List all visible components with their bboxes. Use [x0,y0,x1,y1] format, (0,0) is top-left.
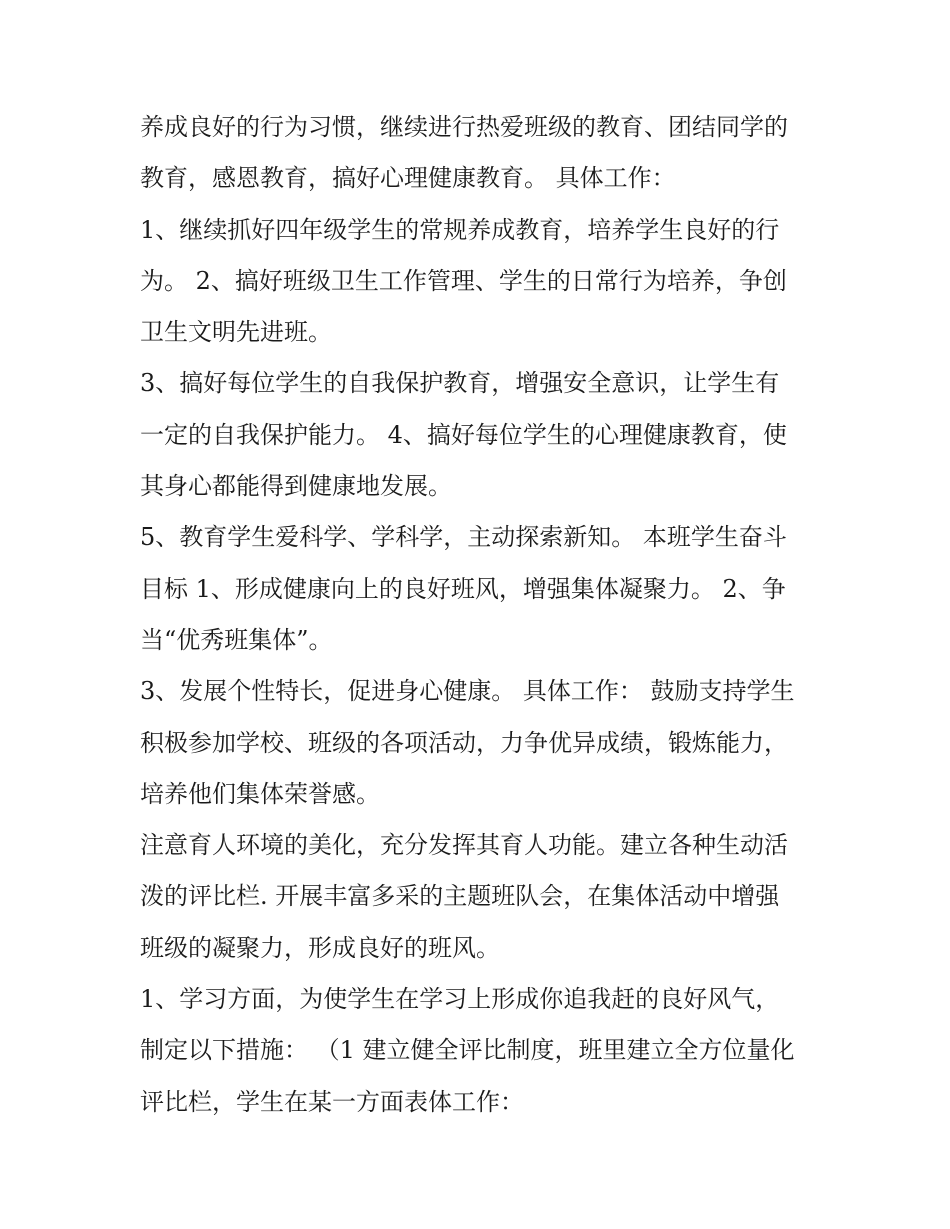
text-line: 制定以下措施： （1 建立健全评比制度，班里建立全方位量化 [140,1036,795,1065]
text-line: 注意育人环境的美化，充分发挥其育人功能。建立各种生动活 [140,831,788,860]
text-line: 班级的凝聚力，形成良好的班风。 [140,933,500,962]
text-line: 评比栏，学生在某一方面表体工作： [140,1087,524,1116]
paragraph-7 [140,974,830,1128]
text-line: 3、发展个性特长，促进身心健康。 具体工作： 鼓励支持学生 [140,677,795,706]
text-line: 培养他们集体荣誉感。 [140,779,380,808]
text-line: 泼的评比栏. 开展丰富多采的主题班队会，在集体活动中增强 [140,882,780,911]
paragraph-6 [140,820,830,974]
text-line: 3、搞好每位学生的自我保护教育，增强安全意识，让学生有 [140,369,780,398]
text-line: 1、继续抓好四年级学生的常规养成教育，培养学生良好的行 [140,215,780,244]
text-line: 卫生文明先进班。 [140,318,332,347]
text-line: 养成良好的行为习惯，继续进行热爱班级的教育、团结同学的 [140,113,788,141]
text-line: 目标 1、形成健康向上的良好班风，增强集体凝聚力。 2、争 [140,574,786,603]
text-line: 5、教育学生爱科学、学科学，主动探索新知。 本班学生奋斗 [140,523,787,552]
text-line: 其身心都能得到健康地发展。 [140,472,452,501]
paragraph-3 [140,358,830,512]
paragraph-1 [140,102,830,205]
paragraph-4 [140,512,830,666]
text-line: 积极参加学校、班级的各项活动，力争优异成绩，锻炼能力， [140,728,788,757]
text-line: 一定的自我保护能力。 4、搞好每位学生的心理健康教育，使 [140,420,787,449]
paragraph-2 [140,205,830,359]
text-line: 当“优秀班集体”。 [140,625,333,654]
text-line: 教育，感恩教育，搞好心理健康教育。 具体工作： [140,164,676,193]
text-line: 1、学习方面，为使学生在学习上形成你追我赶的良好风气， [140,985,780,1014]
paragraph-5 [140,666,830,820]
text-line: 为。 2、搞好班级卫生工作管理、学生的日常行为培养，争创 [140,266,787,295]
document-body [140,102,830,1128]
